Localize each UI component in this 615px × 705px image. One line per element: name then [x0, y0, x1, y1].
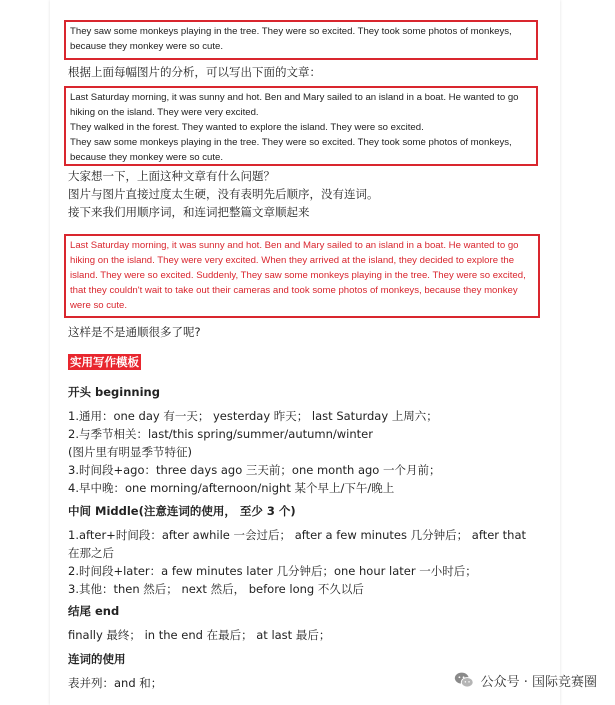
example-box-2 [64, 86, 538, 166]
beginning-item: (图片里有明显季节特征) [68, 445, 192, 459]
conjunction-item: 表并列：and 和； [68, 676, 163, 690]
end-item: finally 最终； in the end 在最后； at last 最后； [68, 628, 331, 642]
question-line: 大家想一下，上面这种文章有什么问题？ [68, 169, 275, 183]
after-box3-line: 这样是不是通顺很多了呢? [68, 325, 201, 339]
watermark [453, 669, 597, 691]
beginning-heading: 开头 beginning [68, 385, 160, 399]
end-heading: 结尾 end [68, 604, 120, 618]
document-page [50, 0, 560, 705]
conjunction-heading: 连词的使用 [68, 652, 126, 666]
template-heading [68, 354, 141, 370]
box3-line: island. They were so excited. Suddenly, They saw some monkeys playing in the tree. They were so excited, [70, 270, 526, 281]
example-box-1 [64, 20, 538, 60]
box2-line: Last Saturday morning, it was sunny and hot. Ben and Mary sailed to an island in a boat. He wanted to go [70, 92, 519, 103]
box2-line: They walked in the forest. They wanted to explore the island. They were so excited. [70, 122, 424, 133]
middle-item: 2.时间段+later：a few minutes later 几分钟后；one hour later 一小时后； [68, 564, 477, 578]
beginning-item: 3.时间段+ago：three days ago 三天前；one month ago 一个月前； [68, 463, 441, 477]
beginning-item: 4.早中晚：one morning/afternoon/night 某个早上/下午/晚上 [68, 481, 395, 495]
middle-heading: 中间 Middle(注意连词的使用， 至少 3 个) [68, 504, 296, 518]
watermark-text: 公众号 · 国际竞赛圈 [480, 674, 597, 690]
box3-line: were so cute. [70, 300, 128, 311]
box3-line: Last Saturday morning, it was sunny and hot. Ben and Mary sailed to an island in a boat. He wanted to go [70, 240, 519, 251]
beginning-item: 1.通用：one day 有一天； yesterday 昨天； last Saturday 上周六； [68, 409, 438, 423]
box2-line: They saw some monkeys playing in the tree. They were so excited. They took some photos of monkeys, [70, 137, 512, 148]
middle-item: 3.其他：then 然后； next 然后， before long 不久以后 [68, 582, 364, 596]
example-box-3 [64, 234, 540, 318]
question-line: 接下来我们用顺序词，和连词把整篇文章顺起来 [68, 205, 310, 219]
middle-item: 1.after+时间段：after awhile 一会过后； after a few minutes 几分钟后； after that [68, 528, 527, 542]
box2-line: because they monkey were so cute. [70, 152, 224, 163]
box2-line: hiking on the island. They were very excited. [70, 107, 259, 118]
box3-line: that they couldn't wait to take out their cameras and took some photos of monkeys, because they monkey [70, 285, 518, 296]
wechat-icon [453, 669, 475, 691]
box3-line: hiking on the island. They were very excited. When they arrived at the island, they decided to explore the [70, 255, 515, 266]
beginning-item: 2.与季节相关：last/this spring/summer/autumn/winter [68, 427, 373, 441]
middle-item: 在那之后 [68, 546, 114, 560]
intro-line: 根据上面每幅图片的分析，可以写出下面的文章： [68, 65, 321, 79]
box1-line: They saw some monkeys playing in the tree. They were so excited. They took some photos of monkeys, [70, 26, 512, 37]
template-heading-label: 实用写作模板 [70, 355, 139, 369]
box1-line: because they monkey were so cute. [70, 41, 224, 52]
question-line: 图片与图片直接过度太生硬，没有表明先后顺序，没有连词。 [68, 187, 379, 201]
